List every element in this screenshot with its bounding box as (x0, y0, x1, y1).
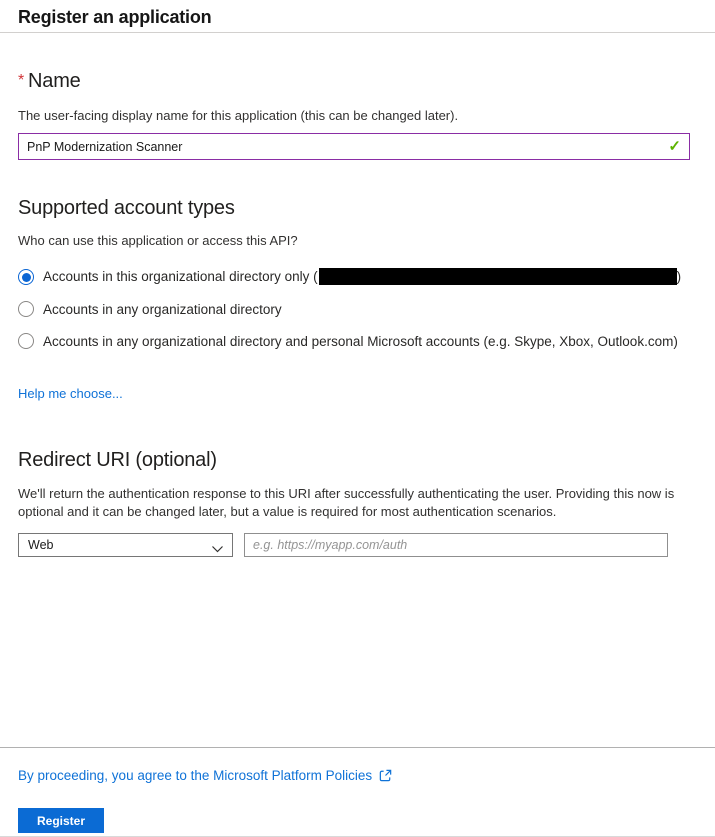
external-link-icon (378, 768, 393, 783)
name-heading-label: Name (28, 70, 81, 92)
account-types-description: Who can use this application or access this API? (18, 233, 298, 248)
radio-button-icon[interactable] (18, 333, 34, 349)
account-types-heading: Supported account types (18, 197, 235, 219)
name-section-heading (18, 70, 690, 92)
name-input-wrapper (18, 133, 690, 160)
radio-option-label: Accounts in any organizational directory and personal Microsoft accounts (e.g. Skype, Xbox, Outlook.com) (43, 333, 678, 349)
header-divider (0, 32, 715, 33)
register-button[interactable]: Register (18, 808, 104, 833)
redirect-uri-description: We'll return the authentication response to this URI after successfully authenticating the user. Providing this now is optional and it can be changed later, but a value is required for most authentication scenarios. (18, 486, 675, 519)
app-name-input[interactable] (18, 133, 690, 160)
redirect-uri-controls (18, 533, 690, 557)
platform-select-value: Web (28, 538, 54, 552)
radio-option-label: Accounts in this organizational directory only ( ) (43, 268, 682, 284)
redirect-uri-heading: Redirect URI (optional) (18, 449, 217, 471)
platform-type-select[interactable] (18, 533, 233, 557)
chevron-down-icon (212, 542, 223, 556)
page-header (0, 0, 715, 29)
radio-option-any-directory-personal[interactable] (18, 332, 690, 350)
radio-option-label: Accounts in any organizational directory (43, 301, 282, 317)
radio-button-selected-icon[interactable] (18, 269, 34, 285)
redirect-uri-input[interactable] (244, 533, 668, 557)
name-description: The user-facing display name for this application (this can be changed later). (18, 108, 459, 123)
footer-divider (0, 747, 715, 748)
page-title: Register an application (18, 7, 212, 27)
redacted-tenant-name (319, 268, 677, 285)
form-content (0, 70, 715, 557)
radio-option-this-directory[interactable] (18, 268, 690, 286)
policy-line (18, 768, 715, 783)
radio-option-any-directory[interactable] (18, 300, 690, 318)
radio-button-icon[interactable] (18, 301, 34, 317)
account-types-radio-group (18, 268, 690, 350)
platform-policies-link[interactable]: By proceeding, you agree to the Microsoft Platform Policies (18, 768, 373, 783)
valid-checkmark-icon: ✓ (668, 138, 681, 155)
required-asterisk: * (18, 72, 25, 89)
help-me-choose-link[interactable]: Help me choose... (18, 386, 123, 401)
